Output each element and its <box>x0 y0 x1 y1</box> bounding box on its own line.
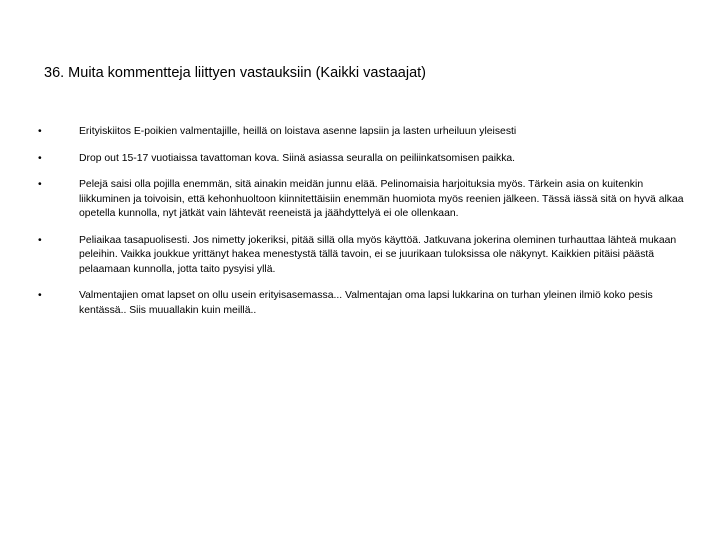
bullet-icon: • <box>38 126 42 137</box>
bullet-icon: • <box>38 290 42 301</box>
comment-text: Peliaikaa tasapuolisesti. Jos nimetty jokeriksi, pitää sillä olla myös käyttöä. Jatkuvana jokerina oleminen turhauttaa lähteä mukaan peleihin. Vaikka joukkue yrittänyt hakea menestystä tällä tavoin, ei se juurikaan tuloksissa ole näkynyt. Kaikkien pitäisi päästä pelaamaan kunnolla, jotta taito pysyisi yllä. <box>79 234 677 275</box>
comment-list <box>38 125 688 318</box>
comment-text: Pelejä saisi olla pojilla enemmän, sitä ainakin meidän junnu elää. Pelinomaisia harjoituksia myös. Tärkein asia on kuitenkin liikkuminen ja toivoisin, että kehonhuoltoon kiinnitettäisiin enemmän huomiota myös reenien jälkeen. Tässä iässä sitä on hyvä alkaa opetella kunnolla, nyt jätkät vain lähtevät reeneistä ja jäähdyttelyä ei ole ollenkaan. <box>79 179 684 219</box>
list-item <box>38 152 688 167</box>
list-item <box>38 178 688 222</box>
comment-text: Drop out 15-17 vuotiaissa tavattoman kova. Siinä asiassa seuralla on peiliinkatsomisen paikka. <box>79 152 516 164</box>
page-title: 36. Muita kommentteja liittyen vastauksiin (Kaikki vastaajat) <box>44 65 426 81</box>
comment-text: Erityiskiitos E-poikien valmentajille, heillä on loistava asenne lapsiin ja lasten urheiluun yleisesti <box>79 126 517 137</box>
list-item <box>38 234 688 278</box>
list-item <box>38 289 688 318</box>
bullet-icon: • <box>38 152 42 164</box>
comment-text: Valmentajien omat lapset on ollu usein erityisasemassa... Valmentajan oma lapsi lukkarina on turhan yleinen ilmiö koko pesis kentässä.. Siis muuallakin kuin meillä.. <box>79 290 653 316</box>
list-item <box>38 125 688 140</box>
bullet-icon: • <box>38 234 42 246</box>
bullet-icon: • <box>38 179 42 190</box>
